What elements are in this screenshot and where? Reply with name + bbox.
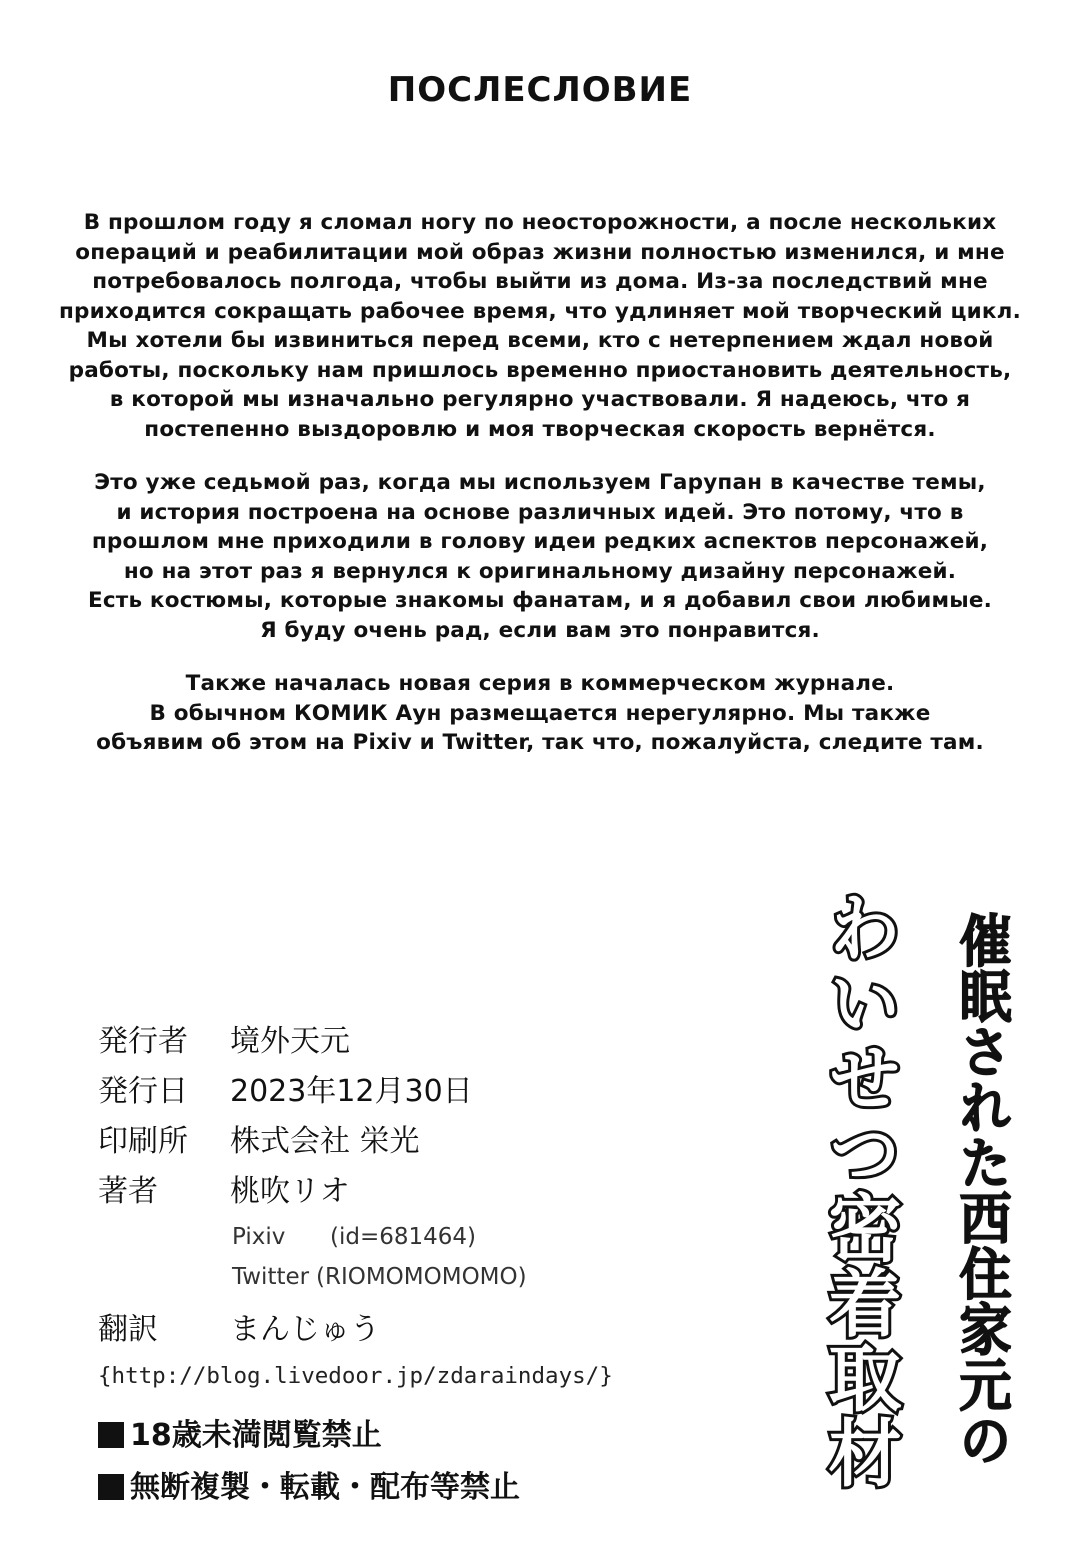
translator-url: {http://blog.livedoor.jp/zdaraindays/}: [98, 1363, 613, 1389]
date-value: 2023年12月30日: [230, 1074, 473, 1109]
text-line: Есть костюмы, которые знакомы фанатам, и я добавил свои любимые.: [87, 588, 993, 613]
printer-row: [98, 1120, 748, 1170]
text-line: Это уже седьмой раз, когда мы используем Гарупан в качестве темы,: [94, 470, 986, 495]
twitter-id: (RIOMOMOMOMO): [316, 1264, 527, 1290]
twitter-row: [98, 1260, 748, 1300]
colophon: [98, 1020, 748, 1518]
black-square-icon: [98, 1422, 124, 1448]
publisher-value: 境外天元: [230, 1024, 350, 1059]
title-logo: [780, 882, 1050, 1502]
date-row: [98, 1070, 748, 1120]
pixiv-label: Pixiv: [232, 1224, 286, 1250]
text-line: работы, поскольку нам пришлось временно приостановить деятельность,: [68, 357, 1012, 383]
afterword-paragraph-3: [30, 669, 1050, 758]
pixiv-row: [98, 1220, 748, 1260]
afterword-paragraph-2: [30, 468, 1050, 645]
text-line: в которой мы изначально регулярно участвовали. Я надеюсь, что я: [109, 387, 971, 412]
publisher-label: 発行者: [98, 1024, 188, 1059]
notice-text: 18歳未満閲覧禁止: [130, 1418, 382, 1453]
text-line: потребовалось полгода, чтобы выйти из дома. Из-за последствий мне: [92, 269, 988, 294]
age-restriction-notice: [98, 1414, 748, 1466]
text-line: приходится сокращать рабочее время, что удлиняет мой творческий цикл.: [59, 298, 1021, 324]
author-label: 著者: [98, 1174, 158, 1209]
text-line: Я буду очень рад, если вам это понравится.: [260, 617, 820, 643]
date-label: 発行日: [98, 1074, 188, 1109]
text-line: но на этот раз я вернулся к оригинальному дизайну персонажей.: [123, 558, 957, 584]
translator-label: 翻訳: [98, 1312, 158, 1347]
afterword-paragraph-1: [30, 208, 1050, 444]
text-line: В прошлом году я сломал ногу по неосторожности, а после нескольких: [83, 210, 997, 235]
copyright-notice: [98, 1466, 748, 1518]
author-value: 桃吹リオ: [230, 1174, 350, 1209]
black-square-icon: [98, 1474, 124, 1500]
afterword-body: [30, 208, 1050, 782]
text-line: Мы хотели бы извиниться перед всеми, кто с нетерпением ждал новой: [86, 328, 994, 353]
translator-row: [98, 1308, 748, 1358]
text-line: объявим об этом на Pixiv и Twitter, так что, пожалуйста, следите там.: [96, 730, 984, 755]
afterword-title: ПОСЛЕСЛОВИЕ: [387, 70, 693, 110]
text-line: прошлом мне приходили в голову идеи редких аспектов персонажей,: [91, 529, 989, 554]
text-line: постепенно выздоровлю и моя творческая скорость вернётся.: [144, 416, 936, 442]
printer-value: 株式会社 栄光: [230, 1124, 420, 1159]
pixiv-id: (id=681464): [330, 1224, 477, 1250]
twitter-label: Twitter: [232, 1264, 310, 1290]
publisher-row: [98, 1020, 748, 1070]
printer-label: 印刷所: [98, 1124, 188, 1159]
text-line: Также началась новая серия в коммерческом журнале.: [185, 671, 895, 696]
author-row: [98, 1170, 748, 1220]
text-line: В обычном КОМИК Аун размещается нерегулярно. Мы также: [149, 700, 931, 726]
title-logo-line-2: わいせつ密着取材: [815, 890, 901, 1490]
title-logo-line-1: 催眠された西住家元の: [950, 912, 1010, 1432]
text-line: операций и реабилитации мой образ жизни полностью изменился, и мне: [75, 239, 1005, 265]
text-line: и история построена на основе различных идей. Это потому, что в: [116, 499, 964, 525]
translator-value: まんじゅう: [230, 1312, 380, 1347]
notice-text: 無断複製・転載・配布等禁止: [130, 1470, 520, 1505]
